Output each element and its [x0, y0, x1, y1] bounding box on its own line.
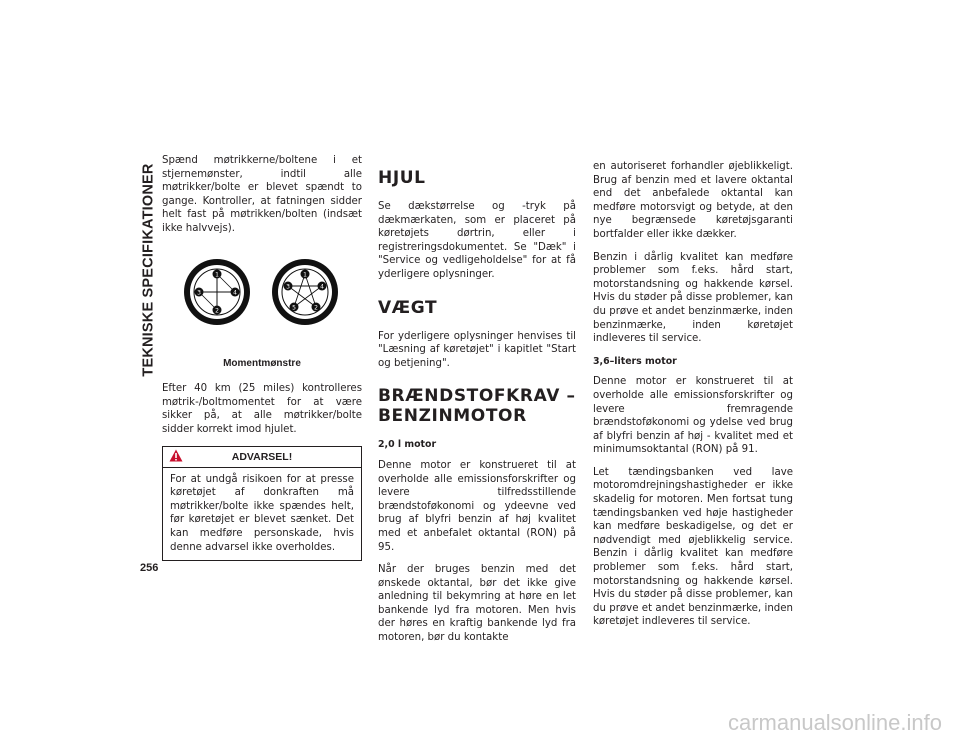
watermark-text: carmanualsonline.info	[727, 710, 942, 735]
wheel1-lug-label: 4	[233, 289, 237, 297]
star-pattern-paragraph: Spænd møtrikkerne/boltene i et stjernemønster, indtil alle møtrikker/bolte er blevet spændt to gange. Kontroller, at fatningen sidder helt fast på møtrikken/bolten (indsæt ikke halvvejs).	[162, 155, 362, 234]
poor-fuel-paragraph: Benzin i dårlig kvalitet kan medføre problemer som f.eks. hård start, motorstandsning og hakkende kørsel. Hvis du støder på disse problemer, kan du prøve et andet benzinmærke, inden benzinmærke, inden køretøjet indleveres til service.	[593, 251, 793, 345]
subheading-3-6-engine: 3,6–liters motor	[593, 355, 677, 367]
wheel2-lug-label: 1	[303, 271, 307, 279]
subheading-2-0-engine: 2,0 l motor	[378, 439, 437, 451]
torque-pattern-figure	[162, 245, 362, 363]
warning-title: ADVARSEL!	[231, 450, 293, 463]
column-2	[378, 168, 576, 654]
wheel2-lug-label: 5	[292, 304, 296, 312]
warning-text: For at undgå risikoen for at presse køretøjet af donkraften må møtrikker/bolte ikke spændes helt, før køretøjet er blevet sænket. Det kan medføre personskade, hvis denne advarsel ikke overholdes.	[170, 473, 354, 553]
hjul-paragraph: Se dækstørrelse og -tryk på dækmærkaten, som er placeret på køretøjets dørtrin, eller i registreringsdokumentet. Se "Dæk" i "Service og vedligeholdelse" for at få yderligere oplysninger.	[378, 201, 576, 280]
page-number: 256	[140, 562, 159, 574]
heading-vaegt: VÆGT	[378, 297, 438, 318]
heading-braendstofkrav: BRÆNDSTOFKRAV – BENZINMOTOR	[378, 386, 576, 427]
heading-hjul: HJUL	[378, 168, 426, 188]
wheel-5-lug-diagram	[270, 257, 340, 327]
torque-check-paragraph: Efter 40 km (25 miles) kontrolleres møtrik-/boltmomentet for at være sikker på, at alle møtrikker/bolte sidder korrekt imod hjulet.	[162, 383, 362, 435]
vaegt-paragraph: For yderligere oplysninger henvises til "Læsning af køretøjet" i kapitlet "Start og betjening".	[378, 330, 576, 369]
section-side-tab-label: TEKNISKE SPECIFIKATIONER	[141, 163, 158, 377]
dealer-paragraph: en autoriseret forhandler øjeblikkeligt. Brug af benzin med et lavere oktantal end det anbefalede oktantal kan medføre motorsvigt og betyde, at den nye begrænsede køretøjsgaranti bortfalder eller ikke dækker.	[593, 161, 793, 240]
figure-caption: Momentmønstre	[223, 357, 301, 369]
engine-2-0-paragraph-2: Når der bruges benzin med det ønskede oktantal, bør det ikke give anledning til bekymring at høre en let bankende lyd fra motoren. Men hvis der høres en kraftig bankende lyd fra motoren, bør du kontakte	[378, 564, 576, 644]
wheel2-lug-label: 2	[314, 304, 318, 312]
engine-3-6-paragraph-1: Denne motor er konstrueret til at overholde alle emissionsforskrifter og levere fremragende brændstoføkonomi og ydelse ved brug af blyfri benzin af høj - kvalitet med et minimumsoktantal (RON) på 91.	[593, 376, 793, 456]
column-1	[162, 154, 362, 561]
wheel1-lug-label: 1	[215, 271, 219, 279]
wheel2-lug-label: 4	[320, 283, 324, 291]
column-3	[593, 160, 793, 638]
wheel1-lug-label: 2	[215, 307, 219, 315]
section-side-tab	[139, 163, 159, 377]
warning-box	[162, 446, 362, 562]
engine-2-0-paragraph-1: Denne motor er konstrueret til at overholde alle emissionsforskrifter og levere tilfredsstillende brændstoføkonomi og ydeevne ved brug af blyfri benzin af høj kvalitet med et anbefalet oktantal (RON) på 95.	[378, 459, 576, 553]
warning-header	[163, 447, 361, 468]
engine-3-6-paragraph-2: Let tændingsbanken ved lave motoromdrejningshastigheder er ikke skadelig for motoren. Men fortsat tung tændingsbanken ved høje hastigheder kan medføre beskadigelse, og det er nødvendigt med øjeblikkelig service. Benzin i dårlig kvalitet kan medføre problemer som f.eks. hård start, motorstandsning og hakkende kørsel. Hvis du støder på disse problemer, kan du prøve et andet benzinmærke, inden køretøjet indleveres til service.	[593, 466, 793, 628]
wheel1-lug-label: 3	[197, 289, 201, 297]
wheel2-lug-label: 3	[286, 283, 290, 291]
wheel-4-lug-diagram	[182, 257, 252, 327]
